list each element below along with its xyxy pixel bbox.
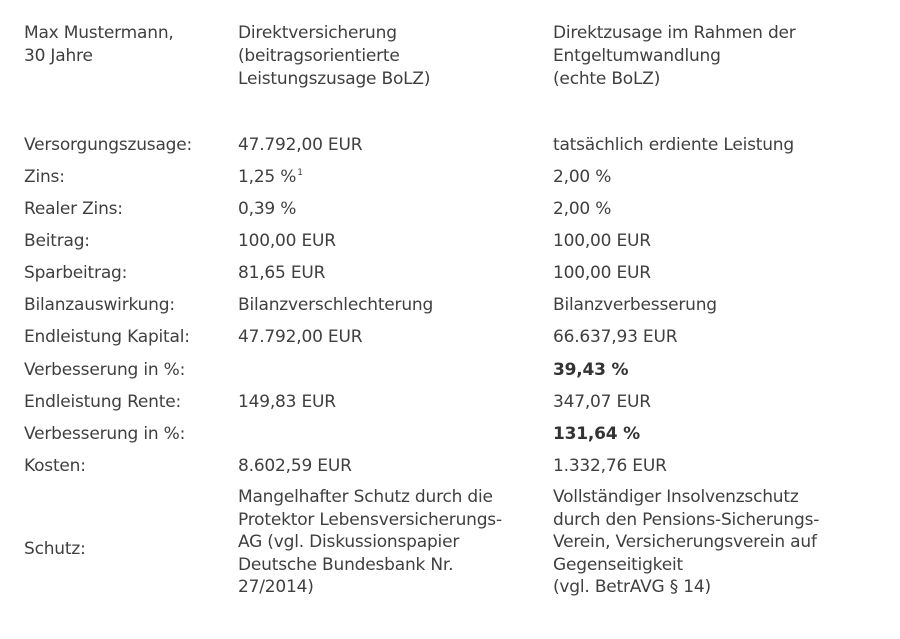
header-direktversicherung: Direktversicherung (beitragsorientierte Leistungszusage BoLZ) — [238, 23, 431, 89]
row-label: Verbesserung in %: — [24, 360, 186, 380]
row-value-a: 100,00 EUR — [238, 231, 336, 251]
row-value-a: 47.792,00 EUR — [238, 135, 363, 155]
zins-value: 1,25 % — [238, 167, 297, 187]
header-person: Max Mustermann, 30 Jahre — [24, 23, 174, 66]
row-label: Endleistung Rente: — [24, 392, 182, 412]
row-value-b: Bilanzverbesserung — [553, 295, 717, 315]
row-value-b: tatsächlich erdiente Leistung — [553, 135, 794, 155]
row-value-a — [238, 165, 303, 189]
row-value-b-highlight: 39,43 % — [553, 360, 629, 380]
row-value-b: 2,00 % — [553, 167, 612, 187]
header-direktzusage: Direktzusage im Rahmen der Entgeltumwandlung (echte BoLZ) — [553, 23, 796, 89]
row-value-b-highlight: 131,64 % — [553, 424, 640, 444]
row-value-b: 2,00 % — [553, 199, 612, 219]
row-value-a: 47.792,00 EUR — [238, 327, 363, 347]
row-value-a: 8.602,59 EUR — [238, 456, 352, 476]
row-value-b: 1.332,76 EUR — [553, 456, 667, 476]
schutz-label: Schutz: — [24, 539, 86, 559]
row-label: Sparbeitrag: — [24, 263, 128, 283]
row-label: Realer Zins: — [24, 199, 123, 219]
row-label: Versorgungszusage: — [24, 135, 193, 155]
footnote-marker: 1 — [297, 168, 303, 178]
row-label: Endleistung Kapital: — [24, 327, 190, 347]
row-label: Beitrag: — [24, 231, 90, 251]
row-label: Bilanzauswirkung: — [24, 295, 175, 315]
schutz-value-b: Vollständiger Insolvenzschutz durch den Pensions-Sicherungs- Verein, Versicherungsverein auf Gegenseitigkeit (vgl. BetrAVG § 14) — [553, 487, 820, 597]
schutz-value-a: Mangelhafter Schutz durch die Protektor Lebensversicherungs- AG (vgl. Diskussionspapier Deutsche Bundesbank Nr. 27/2014) — [238, 487, 502, 597]
row-value-b: 100,00 EUR — [553, 231, 651, 251]
row-value-a: 149,83 EUR — [238, 392, 336, 412]
row-value-b: 66.637,93 EUR — [553, 327, 678, 347]
row-value-a: 0,39 % — [238, 199, 297, 219]
row-value-a: 81,65 EUR — [238, 263, 326, 283]
row-value-b: 347,07 EUR — [553, 392, 651, 412]
row-label: Verbesserung in %: — [24, 424, 186, 444]
row-label: Zins: — [24, 167, 65, 187]
row-value-a: Bilanzverschlechterung — [238, 295, 434, 315]
row-value-b: 100,00 EUR — [553, 263, 651, 283]
row-label: Kosten: — [24, 456, 86, 476]
